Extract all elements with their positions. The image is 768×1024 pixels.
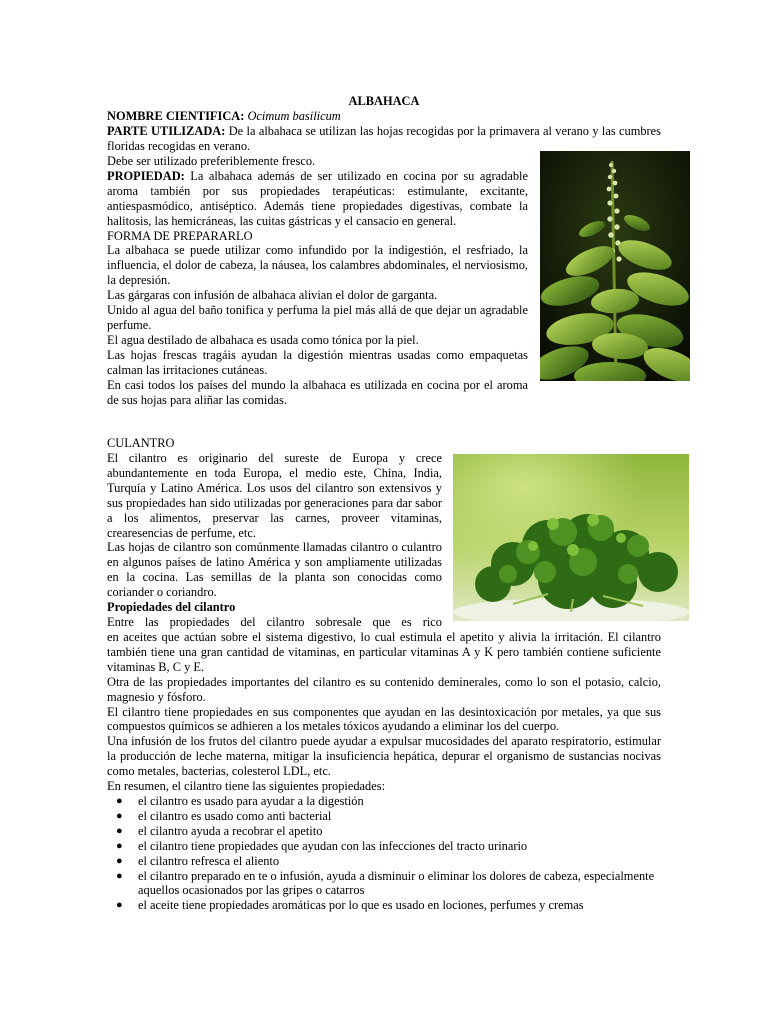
part-used-text: De la albahaca se utilizan las hojas recogidas por la primavera al verano y las cumbres floridas recogidas en verano. [107,123,661,153]
albahaca-body [107,154,528,407]
list-item [107,824,661,839]
preparation-heading: FORMA DE PREPARARLO [107,228,253,243]
culantro-origin-paragraph: El cilantro es originario del sureste de Europa y crece abundantemente en toda Europa, el medio este, China, India, Turquía y Latino América. Los usos del cilantro son extensivos y sus propiedades han sido utilizadas por generaciones para dar sabor a los alimentos, preservar las carnes, proveer vitaminas, crearesencias de perfume, etc. [107,451,442,540]
cilantro-bunch-image [453,454,689,621]
properties-list [107,794,661,913]
list-item [107,869,661,899]
list-item-text: el cilantro preparado en te o infusión, ayuda a disminuir o eliminar los dolores de cabeza, especialmente aquellos ocasionados por las gripes o catarros [138,868,655,898]
culantro-heading: CULANTRO [107,436,175,450]
list-item-text: el cilantro ayuda a recobrar el apetito [138,823,323,838]
scientific-name-line [107,109,661,124]
list-item [107,809,661,824]
culantro-body [107,630,661,913]
list-item [107,898,661,913]
list-item-text: el cilantro es usado como anti bacterial [138,808,332,823]
prep-paragraph: Unido al agua del baño tonifica y perfuma la piel más allá de que dejar un agradable perfume. [107,303,528,332]
scientific-name-value: Ocimum basilicum [247,109,341,123]
scientific-name-label: NOMBRE CIENTIFICA: [107,109,245,123]
properties-paragraph: en aceites que actúan sobre el sistema digestivo, lo cual estimula el apetito y alivia la irritación. El cilantro también tiene una gran cantidad de vitaminas, en particular vitaminas A y K pero también contiene suficiente vitaminas B, C y E. [107,630,661,674]
prep-paragraph: Las hojas frescas tragáis ayudan la digestión mientras usadas como empaquetas calman las irritaciones cutáneas. [107,347,528,377]
page-title: ALBAHACA [348,94,420,108]
list-item-text: el cilantro es usado para ayudar a la digestión [138,793,364,808]
culantro-paragraph: Una infusión de los frutos del cilantro puede ayudar a expulsar mucosidades del aparato respiratorio, estimular la producción de leche materna, mitigar la insuficiencia hepática, depurar el organismo de sustancias nocivas como metales, bacterias, colesterol LDL, etc. [107,734,661,779]
bullet-icon: ● [116,899,123,912]
bullet-icon: ● [116,854,123,867]
part-used-label: PARTE UTILIZADA: [107,123,226,138]
properties-first-line: Entre las propiedades del cilantro sobresale que es rico [107,614,442,629]
property-paragraph [107,169,528,229]
summary-line: En resumen, el cilantro tiene las siguientes propiedades: [107,779,386,794]
property-text: La albahaca además de ser utilizado en cocina por su agradable aroma también por sus propiedades terapéuticas: estimulante, excitante, antiespasmódico, antiséptico. Además tiene propiedades digestivas, combate la halitosis, las hemicráneas, las cuitas gástricas y el cansacio en general. [107,168,528,228]
basil-plant-image [540,151,690,381]
culantro-names-paragraph: Las hojas de cilantro son comúnmente llamadas cilantro o culantro en algunos países de latino América y son ampliamente utilizadas en la cocina. Las semillas de la planta son conocidas como coriander o coriandro. [107,540,442,600]
culantro-paragraph: Otra de las propiedades importantes del cilantro es su contenido deminerales, como lo son el potasio, calcio, magnesio y fósforo. [107,674,661,704]
prep-paragraph: En casi todos los países del mundo la albahaca es utilizada en cocina por el aroma de sus hojas para aliñar las comidas. [107,377,528,407]
bullet-icon: ● [116,809,123,822]
albahaca-intro [107,109,661,154]
list-item-text: el cilantro tiene propiedades que ayudan con las infecciones del tracto urinario [138,838,528,853]
culantro-intro [107,451,442,630]
list-item [107,854,661,869]
list-item-text: el aceite tiene propiedades aromáticas por lo que es usado en lociones, perfumes y cremas [138,898,584,913]
bullet-icon: ● [116,869,123,882]
bullet-icon: ● [116,839,123,852]
properties-heading-text: Propiedades del cilantro [107,600,236,615]
list-item-text: el cilantro refresca el aliento [138,853,280,868]
prep-paragraph: El agua destilado de albahaca es usada como tónica por la piel. [107,332,419,347]
prep-paragraph: Las gárgaras con infusión de albahaca alivian el dolor de garganta. [107,288,438,303]
fresh-note: Debe ser utilizado preferiblemente fresco. [107,154,316,168]
part-used-paragraph [107,124,661,154]
bullet-icon: ● [116,824,123,837]
prep-paragraph: La albahaca se puede utilizar como infundido por la indigestión, el resfriado, la influencia, el dolor de cabeza, la náusea, los calambres abdominales, el nerviosismo, la depresión. [107,243,528,288]
culantro-paragraph: El cilantro tiene propiedades en sus componentes que ayudan en las desintoxicación por metales, ya que sus compuestos químicos se adhieren a los metales tóxicos ayudando a eliminar los del cuerpo. [107,704,661,734]
list-item [107,839,661,854]
list-item [107,794,661,809]
bullet-icon: ● [116,794,123,807]
properties-heading [107,600,442,615]
property-label: PROPIEDAD: [107,168,185,183]
